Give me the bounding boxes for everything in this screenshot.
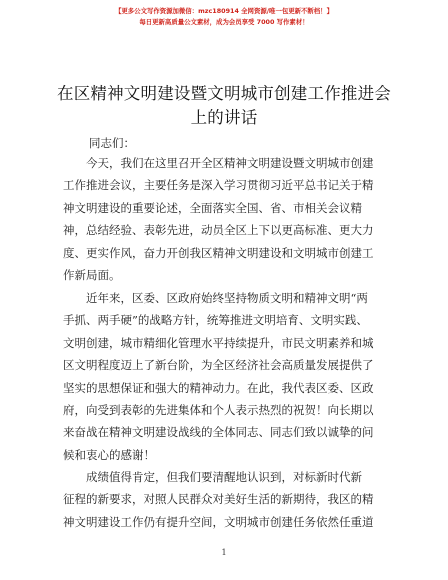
promo-banner-line-2: 每日更新高质量公文素材，成为会员享受 7000 写作素材！ xyxy=(139,18,309,26)
paragraph-line: 来奋战在精神文明建设战线的全体同志、同志们致以诚挚的问 xyxy=(63,425,374,440)
document-title-line-2: 上的讲话 xyxy=(190,108,258,127)
paragraph-2 xyxy=(63,287,389,466)
paragraph-line: 工作推进会议，主要任务是深入学习贯彻习近平总书记关于精 xyxy=(63,178,374,193)
paragraph-line: 神文明建设的重要论述，全面落实全国、省、市相关会议精 xyxy=(63,200,362,215)
paragraph-line: 神文明建设工作仍有提升空间，文明城市创建任务依然任重道 xyxy=(63,514,374,529)
paragraph-line: 度、更实作风，奋力开创我区精神文明建设和文明城市创建工 xyxy=(63,245,374,260)
paragraph-line: 征程的新要求，对照人民群众对美好生活的新期待，我区的精 xyxy=(63,492,374,507)
paragraph-line: 坚实的思想保证和强大的精神动力。在此，我代表区委、区政 xyxy=(63,380,374,395)
paragraph-line: 区文明程度迈上了新台阶，为全区经济社会高质量发展提供了 xyxy=(63,358,374,373)
paragraph-line: 文明创建，城市精细化管理水平持续提升，市民文明素养和城 xyxy=(63,335,374,350)
paragraph-line: 神，总结经验、表彰先进，动员全区上下以更高标准、更大力 xyxy=(63,223,374,238)
greeting: 同志们： xyxy=(89,136,135,150)
document-title xyxy=(56,82,392,130)
document-title-line-1: 在区精神文明建设暨文明城市创建工作推进会 xyxy=(57,84,391,103)
paragraph-1 xyxy=(63,152,389,286)
paragraph-3 xyxy=(63,466,389,533)
paragraph-line: 近年来，区委、区政府始终坚持物质文明和精神文明“两 xyxy=(86,291,368,305)
paragraph-line: 府，向受到表彰的先进集体和个人表示热烈的祝贺！向长期以 xyxy=(63,403,374,418)
promo-banner xyxy=(0,6,448,28)
paragraph-line: 候和衷心的感谢！ xyxy=(63,447,155,462)
paragraph-line: 作新局面。 xyxy=(63,268,121,283)
paragraph-line: 今天，我们在这里召开全区精神文明建设暨文明城市创建 xyxy=(86,156,374,170)
paragraph-line: 手抓、两手硬”的战略方针，统筹推进文明培育、文明实践、 xyxy=(63,313,368,328)
paragraph-line: 成绩值得肯定，但我们要清醒地认识到，对标新时代新 xyxy=(86,470,362,484)
page-number: 1 xyxy=(221,548,227,557)
promo-banner-line-1: 【更多公文写作资源加微信：mzc180914 全网资源/唯一包更新不断档！】 xyxy=(115,7,333,15)
